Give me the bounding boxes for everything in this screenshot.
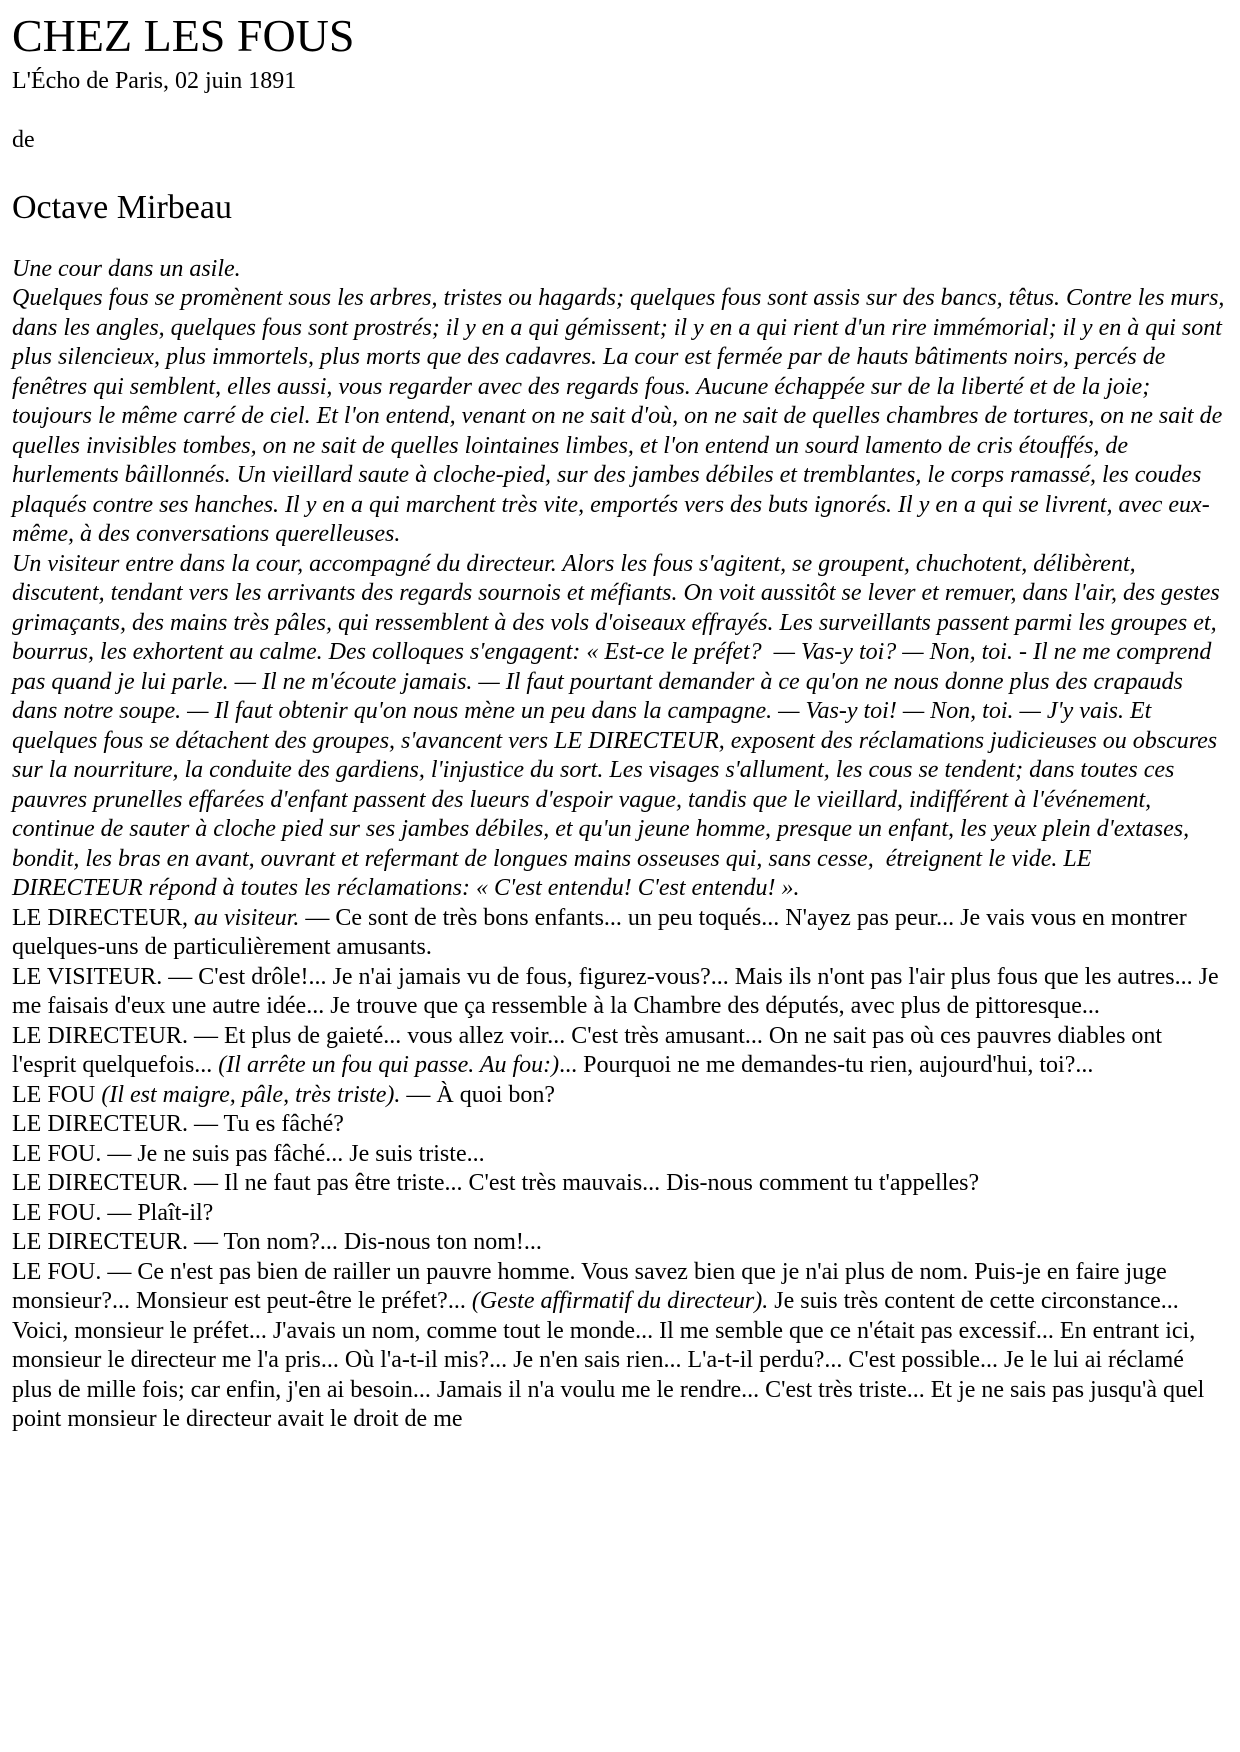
paragraph	[12, 963, 1228, 1022]
page-title: CHEZ LES FOUS	[12, 10, 355, 61]
text-run: LE DIRECTEUR. — Ton nom?... Dis-nous ton nom!...	[12, 1229, 542, 1256]
paragraph	[12, 255, 1228, 285]
text-run: LE FOU	[12, 1081, 102, 1108]
article-body	[12, 255, 1231, 1435]
text-run: (Il est maigre, pâle, très triste).	[101, 1081, 401, 1108]
paragraph	[12, 1110, 1228, 1140]
text-run: LE VISITEUR. — C'est drôle!... Je n'ai jamais vu de fous, figurez-vous?... Mais ils n'ont pas l'air plus fous que les autres... Je me faisais d'eux une autre idée... Je trouve que ça ressemble à la Chambre des députés, avec plus de pittoresque...	[12, 963, 1225, 1020]
text-run: Un visiteur entre dans la cour, accompagné du directeur. Alors les fous s'agitent, se groupent, chuchotent, délibèrent, discutent, tendant vers les arrivants des regards sournois et méfiants. On voit aussitôt se lever et remuer, dans l'air, des gestes grimaçants, des mains très pâles, qui ressemblent à des vols d'oiseaux effrayés. Les surveillants passent parmi les groupes et, bourrus, les exhortent au calme. Des colloques s'engagent: « Est-ce le préfet? — Vas-y toi? — Non, toi. - Il ne me comprend pas quand je lui parle. — Il ne m'écoute jamais. — Il faut pourtant demander à ce qu'on ne nous donne plus des crapauds dans notre soupe. — Il faut obtenir qu'on nous mène un peu dans la campagne. — Vas-y toi! — Non, toi. — J'y vais. Et quelques fous se détachent des groupes, s'avancent vers LE DIRECTEUR, exposent des réclamations judicieuses ou obscures sur la nourriture, la conduite des gardiens, l'injustice du sort. Les visages s'allument, les cous se tendent; dans toutes ces pauvres prunelles effarées d'enfant passent des lueurs d'espoir vague, tandis que le vieillard, indifférent à l'événement, continue de sauter à cloche pied sur ses jambes débiles, et qu'un jeune homme, presque un enfant, les yeux plein d'extases, bondit, les bras en avant, ouvrant et refermant de longues mains osseuses qui, sans cesse, étreignent le vide. LE DIRECTEUR répond à toutes les réclamations: « C'est entendu! C'est entendu! ».	[12, 550, 1226, 902]
publication-subtitle: L'Écho de Paris, 02 juin 1891	[12, 67, 297, 94]
text-run: — Ce sont de très bons enfants... un peu toqués... N'ayez pas peur... Je vais vous en montrer quelques-uns de particulièrement amusants.	[12, 904, 1193, 961]
text-run: Quelques fous se promènent sous les arbres, tristes ou hagards; quelques fous sont assis sur des bancs, têtus. Contre les murs, dans les angles, quelques fous sont prostrés; il y en a qui gémissent; il y en a qui rient d'un rire immémorial; il y en à qui sont plus silencieux, plus immortels, plus morts que des cadavres. La cour est fermée par de hauts bâtiments noirs, percés de fenêtres qui semblent, elles aussi, vous regarder avec des regards fous. Aucune échappée sur de la liberté et de la joie; toujours le même carré de ciel. Et l'on entend, venant on ne sait d'où, on ne sait de quelles chambres de tortures, on ne sait de quelles invisibles tombes, on ne sait de quelles lointaines limbes, et l'on entend un sourd lamento de cris étouffés, de hurlements bâillonnés. Un vieillard saute à cloche-pied, sur des jambes débiles et tremblantes, le corps ramassé, les coudes plaqués contre ses hanches. Il y en a qui marchent très vite, emportés vers des buts ignorés. Il y en a qui se livrent, avec eux-même, à des conversations querelleuses.	[12, 285, 1231, 548]
text-run: LE DIRECTEUR. — Il ne faut pas être triste... C'est très mauvais... Dis-nous comment tu t'appelles?	[12, 1170, 980, 1197]
paragraph	[12, 1228, 1228, 1258]
text-run: LE FOU. — Je ne suis pas fâché... Je suis triste...	[12, 1140, 485, 1167]
text-run: — À quoi bon?	[400, 1081, 556, 1108]
paragraph	[12, 1140, 1228, 1170]
text-run: Une cour dans un asile.	[12, 255, 241, 282]
byline-prefix: de	[12, 127, 35, 154]
text-run: Je suis très content de cette circonstance... Voici, monsieur le préfet... J'avais un nom, comme tout le monde... Il me semble que ce n'était pas excessif... En entrant ici, monsieur le directeur me l'a pris... Où l'a-t-il mis?... Je n'en sais rien... L'a-t-il perdu?... C'est possible... Je le lui ai réclamé plus de mille fois; car enfin, j'en ai besoin... Jamais il n'a voulu me le rendre... C'est très triste... Et je ne sais pas jusqu'à quel point monsieur le directeur avait le droit de me	[12, 1288, 1211, 1433]
text-run: LE DIRECTEUR,	[12, 904, 194, 931]
text-run: (Geste affirmatif du directeur).	[471, 1288, 769, 1315]
paragraph	[12, 1169, 1228, 1199]
text-run: au visiteur.	[193, 904, 300, 931]
text-run: (Il arrête un fou qui passe. Au fou:)	[218, 1052, 560, 1079]
text-run: LE FOU. — Plaît-il?	[12, 1199, 214, 1226]
paragraph	[12, 904, 1228, 963]
paragraph	[12, 1081, 1228, 1111]
paragraph	[12, 1022, 1228, 1081]
paragraph	[12, 1199, 1228, 1229]
paragraph	[12, 550, 1228, 904]
article-header	[12, 10, 1228, 229]
text-run: ... Pourquoi ne me demandes-tu rien, aujourd'hui, toi?...	[559, 1052, 1094, 1079]
text-run: LE DIRECTEUR. — Et plus de gaieté... vous allez voir... C'est très amusant... On ne sait pas où ces pauvres diables ont l'esprit quelquefois...	[12, 1022, 1169, 1079]
paragraph	[12, 1258, 1228, 1435]
author-name: Octave Mirbeau	[12, 188, 232, 226]
text-run: LE DIRECTEUR. — Tu es fâché?	[12, 1111, 344, 1138]
paragraph	[12, 284, 1231, 550]
text-run: LE FOU. — Ce n'est pas bien de railler un pauvre homme. Vous savez bien que je n'ai plus de nom. Puis-je en faire juge monsieur?... Monsieur est peut-être le préfet?...	[12, 1258, 1173, 1315]
